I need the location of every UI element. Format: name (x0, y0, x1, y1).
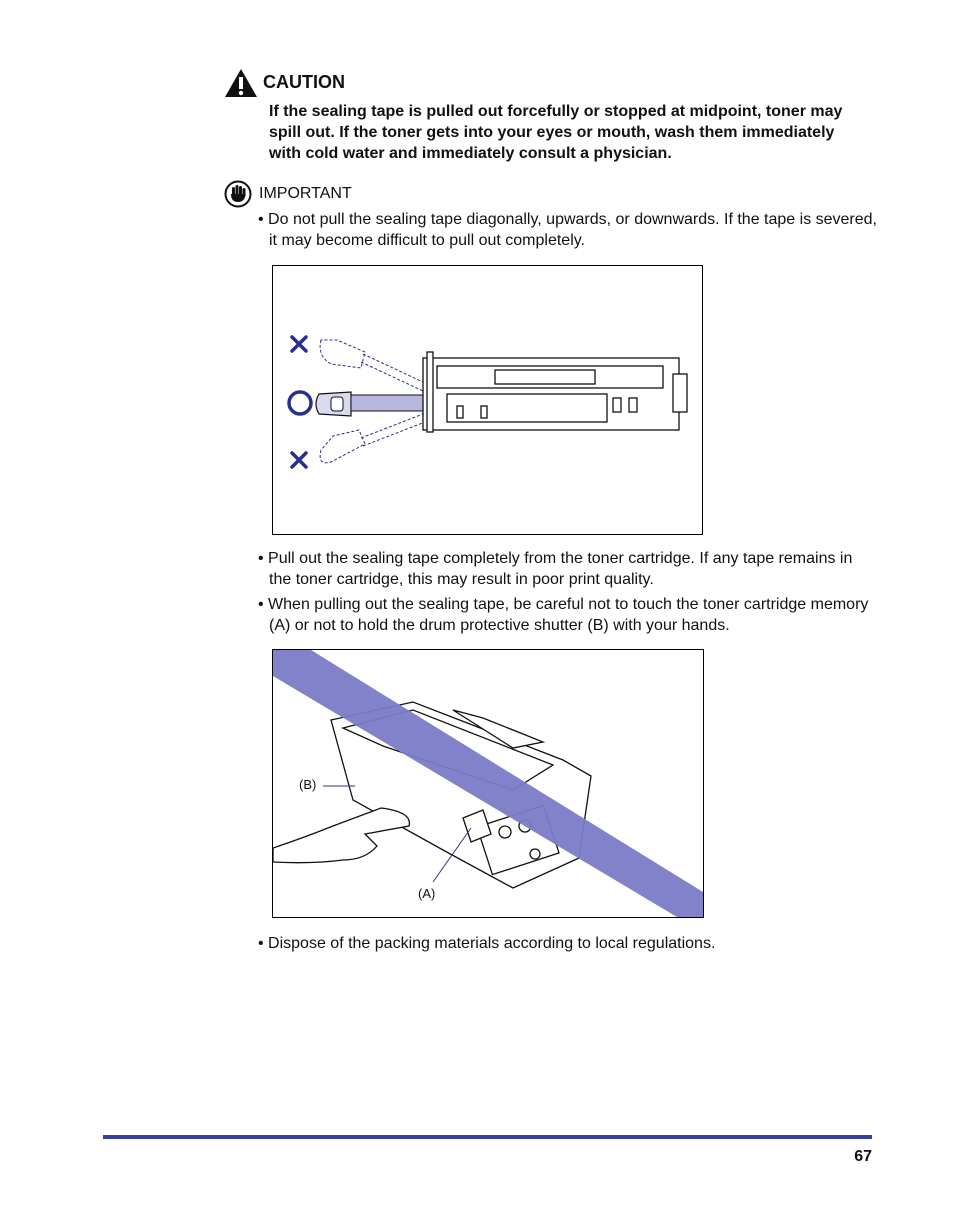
hand-illustration (273, 808, 409, 863)
correct-direction-mark (289, 392, 311, 414)
wrong-direction-lower-mark (292, 453, 306, 467)
important-bullet: • Do not pull the sealing tape diagonally, upwards, or downwards. If the tape is severed, it may become difficult to pull out completely. (258, 211, 877, 249)
caution-text: If the sealing tape is pulled out forcefully or stopped at midpoint, toner may spill out. If the toner gets into your eyes or mouth, wash them immediately with cold water and immediately consult a physician. (269, 103, 843, 162)
important-bullet: • When pulling out the sealing tape, be careful not to touch the toner cartridge memory (A) or not to hold the drum protective shutter (B) with your hands. (258, 596, 869, 634)
important-title: IMPORTANT (259, 185, 352, 202)
figure-cartridge-handling (272, 649, 704, 918)
hand-stop-icon (224, 180, 252, 208)
figure-tape-direction (272, 265, 703, 535)
label-b: (B) (299, 777, 317, 792)
caution-icon (224, 68, 258, 98)
label-a: (A) (418, 886, 436, 901)
important-bullet: • Dispose of the packing materials according to local regulations. (258, 935, 716, 952)
page-number: 67 (854, 1148, 872, 1165)
footer-rule (103, 1135, 872, 1139)
prohibited-band (273, 650, 703, 917)
important-bullet: • Pull out the sealing tape completely from the toner cartridge. If any tape remains in the toner cartridge, this may result in poor print quality. (258, 550, 853, 588)
caution-title: CAUTION (263, 72, 345, 92)
wrong-direction-upper-mark (292, 337, 306, 351)
